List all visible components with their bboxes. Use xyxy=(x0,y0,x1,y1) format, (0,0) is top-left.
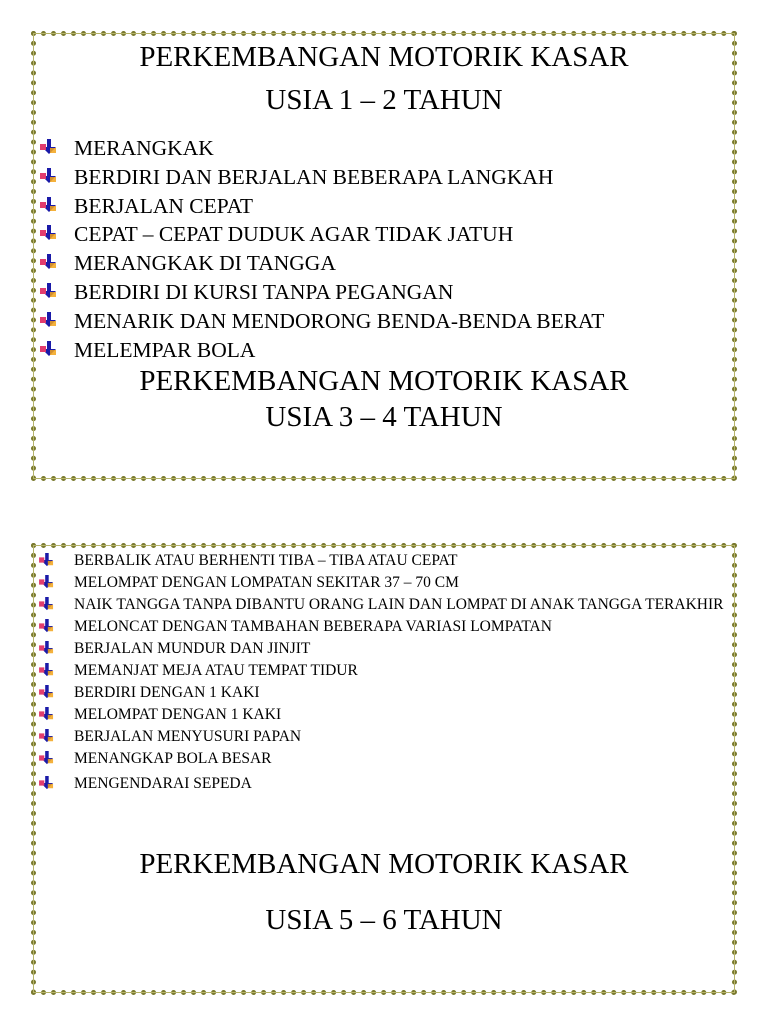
heading-age: USIA 5 – 6 TAHUN xyxy=(265,904,503,936)
skill-list xyxy=(36,550,726,795)
arrow-down-bullet-icon xyxy=(40,312,57,328)
heading-age: USIA 1 – 2 TAHUN xyxy=(265,84,503,116)
list-item: MELONCAT DENGAN TAMBAHAN BEBERAPA VARIASI LOMPATAN xyxy=(36,616,726,638)
arrow-down-bullet-icon xyxy=(39,707,54,721)
skill-list xyxy=(36,134,726,364)
arrow-down-bullet-icon xyxy=(39,597,54,611)
arrow-down-bullet-icon xyxy=(40,225,57,241)
arrow-down-bullet-icon xyxy=(39,729,54,743)
list-item: MERANGKAK DI TANGGA xyxy=(36,249,726,278)
list-item: BERDIRI DI KURSI TANPA PEGANGAN xyxy=(36,278,726,307)
arrow-down-bullet-icon xyxy=(40,254,57,270)
list-item: MENGENDARAI SEPEDA xyxy=(36,773,726,795)
arrow-down-bullet-icon xyxy=(40,168,57,184)
panel-usia-3-4-items xyxy=(31,543,737,995)
list-item: BERBALIK ATAU BERHENTI TIBA – TIBA ATAU CEPAT xyxy=(36,550,726,572)
arrow-down-bullet-icon xyxy=(39,619,54,633)
arrow-down-bullet-icon xyxy=(39,575,54,589)
list-item: NAIK TANGGA TANPA DIBANTU ORANG LAIN DAN LOMPAT DI ANAK TANGGA TERAKHIR xyxy=(36,594,734,616)
list-item: MELOMPAT DENGAN LOMPATAN SEKITAR 37 – 70 CM xyxy=(36,572,726,594)
list-item: MERANGKAK xyxy=(36,134,726,163)
list-item: MENARIK DAN MENDORONG BENDA-BENDA BERAT xyxy=(36,307,726,336)
heading-title: PERKEMBANGAN MOTORIK KASAR xyxy=(139,41,629,73)
heading-age: USIA 3 – 4 TAHUN xyxy=(265,401,503,433)
list-item: BERDIRI DAN BERJALAN BEBERAPA LANGKAH xyxy=(36,163,726,192)
arrow-down-bullet-icon xyxy=(40,283,57,299)
arrow-down-bullet-icon xyxy=(39,553,54,567)
list-item: BERJALAN MUNDUR DAN JINJIT xyxy=(36,638,726,660)
panel-usia-1-2 xyxy=(31,31,737,481)
arrow-down-bullet-icon xyxy=(39,641,54,655)
heading-title: PERKEMBANGAN MOTORIK KASAR xyxy=(139,848,629,880)
list-item: BERJALAN MENYUSURI PAPAN xyxy=(36,726,726,748)
list-item: MELEMPAR BOLA xyxy=(36,336,726,365)
arrow-down-bullet-icon xyxy=(40,139,57,155)
arrow-down-bullet-icon xyxy=(39,663,54,677)
arrow-down-bullet-icon xyxy=(39,751,54,765)
arrow-down-bullet-icon xyxy=(40,341,57,357)
list-item: MEMANJAT MEJA ATAU TEMPAT TIDUR xyxy=(36,660,726,682)
list-item: BERDIRI DENGAN 1 KAKI xyxy=(36,682,726,704)
arrow-down-bullet-icon xyxy=(39,776,54,790)
list-item: BERJALAN CEPAT xyxy=(36,192,726,221)
arrow-down-bullet-icon xyxy=(39,685,54,699)
list-item: MELOMPAT DENGAN 1 KAKI xyxy=(36,704,726,726)
arrow-down-bullet-icon xyxy=(40,197,57,213)
list-item: MENANGKAP BOLA BESAR xyxy=(36,748,726,770)
list-item: CEPAT – CEPAT DUDUK AGAR TIDAK JATUH xyxy=(36,220,726,249)
heading-title: PERKEMBANGAN MOTORIK KASAR xyxy=(139,365,629,397)
